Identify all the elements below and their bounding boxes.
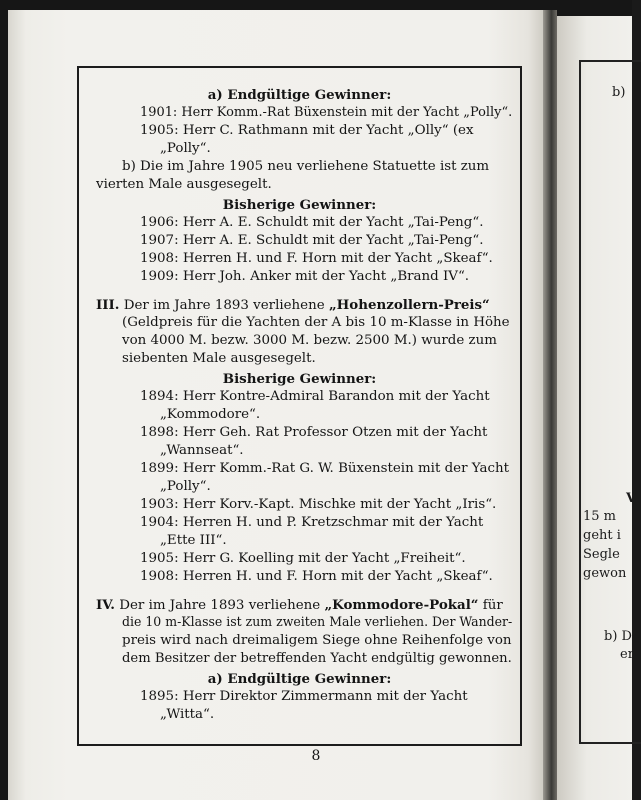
right-fragment: Segle [583,547,620,562]
winner-line: 1904: Herren H. und P. Kretzschmar mit der Yacht [140,515,484,530]
winner-line: 1908: Herren H. und F. Horn mit der Yacht „Skeaf“. [140,569,493,584]
paragraph-line: dem Besitzer der betreffenden Yacht endgültig gewonnen. [122,651,512,666]
paragraph-line [96,596,503,615]
paragraph-line: die 10 m-Klasse ist zum zweiten Male verliehen. Der Wander- [122,615,513,630]
paragraph-line: preis wird nach dreimaligem Siege ohne Reihenfolge von [122,633,512,648]
section-heading: Bisherige Gewinner: [222,197,377,213]
winner-line: 1905: Herr C. Rathmann mit der Yacht „Olly“ (ex [140,123,474,138]
winner-line: 1903: Herr Korv.-Kapt. Mischke mit der Yacht „Iris“. [140,497,497,512]
page-number: 8 [311,748,321,764]
section-heading: Bisherige Gewinner: [222,371,377,387]
intro-text: Der im Jahre 1893 verliehene [119,598,321,613]
prize-name: „Hohenzollern-Preis“ [328,297,490,313]
winner-line: 1908: Herren H. und F. Horn mit der Yacht „Skeaf“. [140,251,493,266]
prize-name: „Kommodore-Pokal“ [324,597,479,613]
winner-line: „Wannseat“. [160,443,244,458]
paragraph-line: b) Die im Jahre 1905 neu verliehene Statuette ist zum [122,159,490,174]
right-fragment: b) D [604,629,632,644]
winner-line: 1899: Herr Komm.-Rat G. W. Büxenstein mit der Yacht [140,461,510,476]
right-fragment: er [620,647,634,662]
section-numeral: IV. [96,597,115,613]
section-heading: a) Endgültige Gewinner: [207,87,392,103]
right-fragment: 15 m [583,509,617,524]
intro-text: Der im Jahre 1893 verliehene [123,298,325,313]
paragraph-line: (Geldpreis für die Yachten der A bis 10 m-Klasse in Höhe [122,315,510,330]
winner-line: 1905: Herr G. Koelling mit der Yacht „Freiheit“. [140,551,466,566]
winner-line: 1906: Herr A. E. Schuldt mit der Yacht „Tai-Peng“. [140,215,484,230]
winner-line: 1901: Herr Komm.-Rat Büxenstein mit der Yacht „Polly“. [140,105,513,120]
winner-line: 1909: Herr Joh. Anker mit der Yacht „Brand IV“. [140,269,470,284]
winner-line: „Witta“. [160,707,215,722]
winner-line: „Kommodore“. [160,407,261,422]
right-fragment: gewon [583,566,627,581]
book-gutter [543,10,557,800]
right-fragment: geht i [583,528,621,543]
right-fragment: b) [612,85,626,100]
winner-line: 1894: Herr Kontre-Admiral Barandon mit der Yacht [140,389,490,404]
winner-line: 1898: Herr Geh. Rat Professor Otzen mit der Yacht [140,425,488,440]
section-heading: a) Endgültige Gewinner: [207,671,392,687]
winner-line: 1895: Herr Direktor Zimmermann mit der Yacht [140,689,468,704]
winner-line: „Ette III“. [160,533,227,548]
paragraph-line [96,296,490,315]
winner-line: „Polly“. [160,141,211,156]
winner-line: „Polly“. [160,479,211,494]
paragraph-line: siebenten Male ausgesegelt. [122,351,316,366]
right-fragment: V [626,491,637,506]
paragraph-line: von 4000 M. bezw. 3000 M. bezw. 2500 M.) wurde zum [122,333,497,348]
intro-text: für [482,598,503,613]
winner-line: 1907: Herr A. E. Schuldt mit der Yacht „Tai-Peng“. [140,233,484,248]
paragraph-line: vierten Male ausgesegelt. [96,177,272,192]
section-numeral: III. [96,297,120,313]
